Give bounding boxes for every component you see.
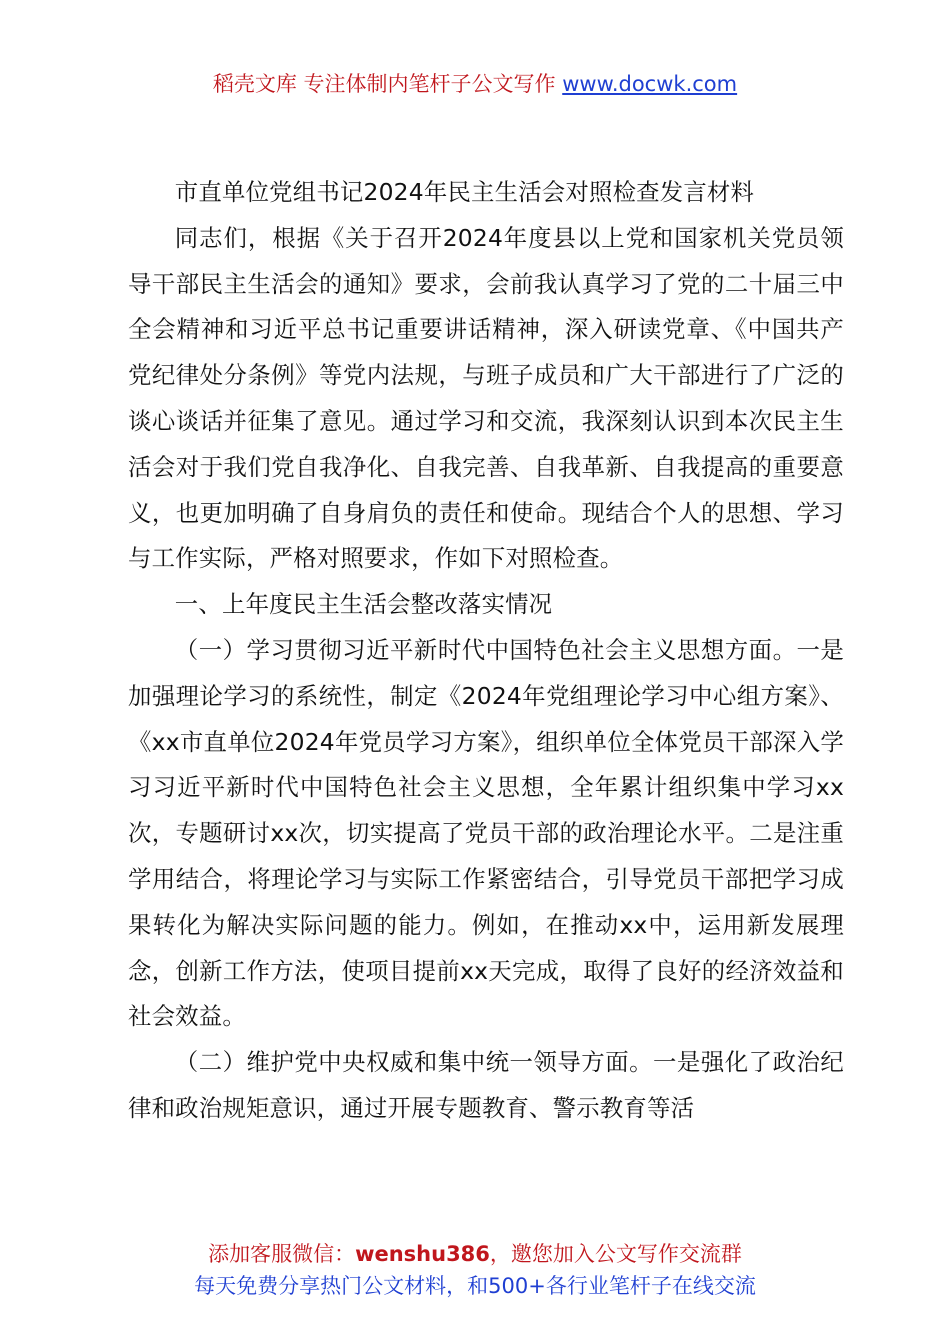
paragraph-section-1-1: （一）学习贯彻习近平新时代中国特色社会主义思想方面。一是加强理论学习的系统性，制定《2024年党组理论学习中心组方案》、《xx市直单位2024年党员学习方案》，组织单位全体党员干部深入学习习近平新时代中国特色社会主义思想，全年累计组织集中学习xx次，专题研讨xx次，切实提高了党员干部的政治理论水平。二是注重学用结合，将理论学习与实际工作紧密结合，引导党员干部把学习成果转化为解决实际问题的能力。例如，在推动xx中，运用新发展理念，创新工作方法，使项目提前xx天完成，取得了良好的经济效益和社会效益。 bbox=[128, 635, 844, 1031]
section-heading-1: 一、上年度民主生活会整改落实情况 bbox=[174, 590, 553, 619]
document-body bbox=[128, 170, 844, 1132]
paragraph-intro: 同志们，根据《关于召开2024年度县以上党和国家机关党员领导干部民主生活会的通知》要求，会前我认真学习了党的二十届三中全会精神和习近平总书记重要讲话精神，深入研读党章、《中国共产党纪律处分条例》等党内法规，与班子成员和广大干部进行了广泛的谈心谈话并征集了意见。通过学习和交流，我深刻认识到本次民主生活会对于我们党自我净化、自我完善、自我革新、自我提高的重要意义，也更加明确了自身肩负的责任和使命。现结合个人的思想、学习与工作实际，严格对照要求，作如下对照检查。 bbox=[128, 223, 844, 573]
footer-promo-line: 每天免费分享热门公文材料，和500+各行业笔杆子在线交流 bbox=[194, 1274, 756, 1298]
footer-wechat-prefix: 添加客服微信： bbox=[208, 1242, 356, 1266]
document-title: 市直单位党组书记2024年民主生活会对照检查发言材料 bbox=[174, 178, 755, 206]
header-website-link[interactable]: www.docwk.com bbox=[562, 72, 738, 96]
footer-wechat-suffix: ，邀您加入公文写作交流群 bbox=[489, 1242, 742, 1266]
header-slogan: 稻壳文库 专注体制内笔杆子公文写作 bbox=[212, 72, 563, 96]
paragraph-section-1-2: （二）维护党中央权威和集中统一领导方面。一是强化了政治纪律和政治规矩意识，通过开展专题教育、警示教育等活 bbox=[128, 1048, 844, 1122]
footer-wechat-id: wenshu386 bbox=[355, 1242, 490, 1266]
page-header bbox=[0, 68, 950, 100]
page-footer bbox=[0, 1238, 950, 1302]
footer-wechat-line bbox=[0, 1238, 950, 1270]
